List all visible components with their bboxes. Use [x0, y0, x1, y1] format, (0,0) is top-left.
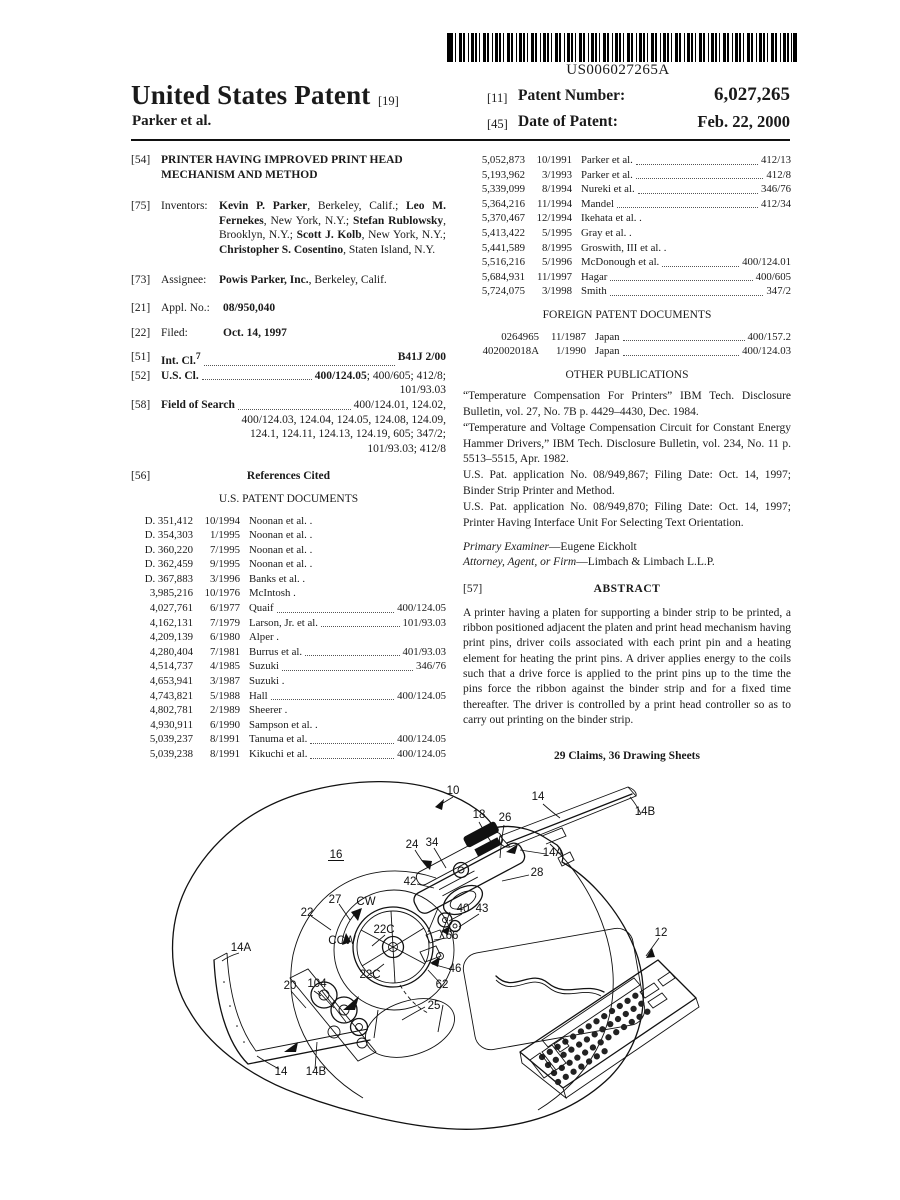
- dot-leader: [277, 601, 395, 613]
- foreign-patents-text: FOREIGN PATENT DOCUMENTS: [542, 308, 712, 321]
- figure-label: 14B: [305, 1066, 327, 1078]
- figure-label: 104: [307, 978, 327, 990]
- citation-row: [131, 528, 446, 543]
- dot-leader: [202, 369, 312, 381]
- inventor-name: Christopher S. Cosentino: [219, 243, 344, 256]
- patent-date-cell: 1/1995: [210, 529, 240, 542]
- abstract-heading-text: ABSTRACT: [593, 583, 661, 596]
- dot-leader: [610, 284, 764, 296]
- patent-number-cell: 5,193,962: [481, 168, 525, 181]
- patent-number-cell: 4,653,941: [149, 675, 193, 688]
- assignee-name: Powis Parker, Inc.: [219, 273, 309, 286]
- patent-name-cell: Nureki et al.: [581, 183, 635, 196]
- patent-date-cell: 8/1994: [542, 183, 572, 196]
- patent-name-cell: Sampson et al. .: [249, 718, 318, 731]
- citation-row: [131, 586, 446, 601]
- patent-date-cell: 8/1991: [210, 748, 240, 761]
- patent-number-cell: D. 360,220: [144, 543, 193, 556]
- filed-section: [131, 326, 446, 341]
- figure-label: CCW: [328, 935, 356, 947]
- citation-row: [131, 703, 446, 718]
- patent-name-cell: Ikehata et al. .: [581, 212, 642, 225]
- patent-name-cell: Noonan et al. .: [249, 558, 313, 571]
- patent-date-cell: 5/1988: [210, 689, 240, 702]
- field-code-22: [22]: [131, 326, 151, 339]
- invention-title: PRINTER HAVING IMPROVED PRINT HEAD MECHANISM AND METHOD: [161, 154, 403, 181]
- patent-number-cell: 5,370,467: [481, 212, 525, 225]
- patent-name-cell: Japan: [595, 330, 620, 343]
- citation-row: [131, 601, 446, 616]
- patent-drawing: [138, 780, 808, 1140]
- us-cl-label: U.S. Cl.: [161, 369, 199, 382]
- citation-row: [463, 241, 791, 256]
- patent-number-cell: 5,039,238: [149, 748, 193, 761]
- citation-row: [463, 284, 791, 299]
- dot-leader: [204, 350, 395, 365]
- patent-number-value: 6,027,265: [714, 84, 790, 105]
- citation-row: [463, 153, 791, 168]
- citation-row: [131, 543, 446, 558]
- patent-class-cell: 412/13: [761, 154, 791, 166]
- primary-examiner-label: Primary Examiner: [463, 540, 549, 553]
- patent-date-cell: 11/1997: [537, 270, 572, 283]
- figure-label: 10: [446, 785, 460, 797]
- field-code-11: [11]: [487, 91, 508, 105]
- patent-date-cell: 11/1987: [551, 330, 586, 343]
- publication-item: U.S. Pat. application No. 08/949,870; Filing Date: Oct. 14, 1997; Printer Having Interface Unit For Selecting Text Orientation.: [463, 501, 791, 529]
- publication-item: “Temperature and Voltage Compensation Circuit for Constant Energy Hammer Drivers,” IBM Tech. Disclosure Bulletin, vol. 234, No. 11 p. 5513–5515, Apr. 1982.: [463, 422, 791, 465]
- figure-label: 22C: [359, 969, 381, 981]
- citation-row: [131, 645, 446, 660]
- dot-leader: [238, 398, 351, 410]
- patent-number-cell: 4,209,139: [149, 631, 193, 644]
- dot-leader: [636, 168, 764, 180]
- printer-body-outline: [173, 782, 644, 1130]
- patent-number-cell: 4,930,911: [150, 718, 193, 731]
- figure-label: 27: [328, 894, 342, 906]
- patent-class-cell: 400/124.05: [397, 733, 446, 746]
- patent-date-cell: 1/1990: [556, 345, 586, 358]
- patent-name-cell: Quaif: [249, 602, 274, 615]
- patent-class-cell: 400/124.03: [742, 345, 791, 358]
- platen-base: [358, 988, 462, 1068]
- patent-name-cell: Tanuma et al.: [249, 733, 308, 746]
- appl-no-section: [131, 301, 446, 316]
- field-of-search-cont: 101/93.03; 412/8: [367, 442, 446, 455]
- int-cl-value: B41J 2/00: [397, 351, 446, 364]
- us-patent-documents-heading: [131, 492, 446, 507]
- patent-name-cell: Hagar: [581, 270, 608, 283]
- citation-row: [463, 330, 791, 345]
- dot-leader: [310, 732, 394, 744]
- patent-date-cell: 6/1990: [210, 718, 240, 731]
- patent-date-cell: 2/1989: [210, 704, 240, 717]
- patent-date-cell: 10/1994: [204, 514, 240, 527]
- patent-number-cell: 0264965: [501, 330, 539, 343]
- patent-date-cell: 9/1995: [210, 558, 240, 571]
- foreign-citations: [463, 330, 791, 359]
- figure-label: 40: [456, 903, 470, 915]
- us-cl-value: 400/124.05; 400/605; 412/8;: [314, 369, 446, 382]
- int-cl-superscript: 7: [195, 351, 201, 363]
- citation-row: [131, 689, 446, 704]
- inventors-list: [219, 199, 446, 257]
- patent-date-cell: 7/1995: [210, 543, 240, 556]
- figure-label: 18: [472, 809, 486, 821]
- patent-date-cell: 11/1994: [537, 197, 572, 210]
- attorney-name: —Limbach & Limbach L.L.P.: [576, 555, 715, 568]
- patent-class-cell: 412/34: [761, 197, 791, 210]
- figure-label: 62: [435, 979, 449, 991]
- claims-line: 29 Claims, 36 Drawing Sheets: [554, 750, 700, 763]
- kind-code-19: [19]: [378, 94, 399, 108]
- primary-examiner-name: —Eugene Eickholt: [548, 540, 637, 553]
- figure-label: 24: [405, 839, 419, 851]
- field-code-52: [52]: [131, 369, 151, 382]
- figure-label: 42: [403, 876, 417, 888]
- citation-row: [463, 226, 791, 241]
- patent-class-cell: 346/76: [416, 660, 446, 673]
- patent-name-cell: McIntosh .: [249, 587, 296, 600]
- inventor-name: Leo M. Fernekes: [219, 200, 446, 227]
- citation-row: [131, 616, 446, 631]
- patent-name-cell: Burrus et al.: [249, 645, 303, 658]
- side-window: [461, 926, 647, 1052]
- field-code-51: [51]: [131, 351, 151, 364]
- figure-label: 26: [498, 812, 512, 824]
- dot-leader: [282, 659, 413, 671]
- appl-no-label: Appl. No.:: [161, 302, 210, 315]
- abstract-heading: [463, 582, 791, 597]
- patent-name-cell: Groswith, III et al. .: [581, 241, 667, 254]
- patent-name-cell: Larson, Jr. et al.: [249, 616, 318, 629]
- inventors-section: [131, 199, 446, 257]
- publication-item: U.S. Pat. application No. 08/949,867; Filing Date: Oct. 14, 1997; Binder Strip Printer and Method.: [463, 469, 791, 497]
- patent-number-cell: 4,027,761: [149, 602, 193, 615]
- citation-row: [131, 572, 446, 587]
- dot-leader: [623, 344, 740, 356]
- field-of-search-label: Field of Search: [161, 398, 235, 411]
- title-section: [131, 153, 446, 182]
- patent-class-cell: 401/93.03: [402, 645, 446, 658]
- field-code-57: [57]: [463, 583, 483, 596]
- citation-row: [131, 659, 446, 674]
- patent-number-label: Patent Number:: [518, 87, 626, 104]
- patent-name-cell: Parker et al.: [581, 154, 633, 166]
- patent-number-cell: 5,684,931: [481, 270, 525, 283]
- patent-number-cell: 4,802,781: [149, 704, 193, 717]
- patent-date-cell: 8/1995: [542, 241, 572, 254]
- figure-label: 16: [329, 849, 343, 861]
- dot-leader: [623, 330, 745, 342]
- inventors-label: Inventors:: [161, 200, 208, 213]
- patent-number-cell: D. 354,303: [144, 529, 193, 542]
- citation-row: [131, 674, 446, 689]
- int-cl-section: [131, 350, 446, 368]
- citation-row: [131, 747, 446, 762]
- barcode: [447, 33, 797, 62]
- binder-strip-top: [499, 787, 636, 847]
- patent-name-cell: Sheerer .: [249, 704, 288, 717]
- us-citations-left: [131, 514, 446, 762]
- patent-class-cell: 400/124.05: [397, 602, 446, 615]
- patent-class-cell: 400/124.01: [742, 256, 791, 269]
- patent-date-cell: 10/1976: [204, 587, 240, 600]
- patent-class-cell: 412/8: [766, 168, 791, 181]
- references-heading-text: References Cited: [246, 470, 331, 483]
- figure-label: 22C: [373, 924, 395, 936]
- citation-row: [131, 514, 446, 529]
- figure-label: CW: [356, 896, 376, 908]
- citation-row: [463, 270, 791, 285]
- inventor-location: , Berkeley, Calif.;: [307, 200, 406, 213]
- inventor-name: Stefan Rublowsky: [352, 214, 444, 227]
- header-divider: [131, 139, 790, 141]
- assignee-section: [131, 273, 446, 288]
- inventor-location: , New York, N.Y.;: [361, 229, 446, 242]
- field-of-search-cont: 124.1, 124.11, 124.13, 124.19, 605; 347/2;: [249, 428, 446, 441]
- foreign-patents-heading: [463, 308, 791, 323]
- patent-number-cell: 4,280,404: [149, 645, 193, 658]
- patent-number-cell: 3,985,216: [149, 587, 193, 600]
- figure-label: 14: [531, 791, 545, 803]
- citation-row: [463, 255, 791, 270]
- patent-date-cell: 3/1987: [210, 675, 240, 688]
- patent-number-cell: 5,339,099: [481, 183, 525, 196]
- patent-name-cell: Kikuchi et al.: [249, 748, 308, 761]
- patent-number-cell: 5,441,589: [481, 241, 525, 254]
- patent-class-cell: 347/2: [766, 285, 791, 298]
- patent-name-cell: Alper .: [249, 631, 279, 644]
- patent-name-cell: Noonan et al. .: [249, 543, 313, 556]
- patent-name-cell: Hall: [249, 689, 268, 702]
- abstract-text: A printer having a platen for supporting a binder strip to be printed, a ribbon positioned adjacent the platen and print head mechanism having print pins, driver coils associated with each print pin and a heating element for heating the print pins. A driver applies energy to the coils such that a drive force is applied to the print pins up to the time the pins force the ribbon against the binder strip and for a fixed time thereafter. The driver is controlled by a print head controller so as to carry out printing on the binder strip.: [463, 606, 791, 726]
- patent-class-cell: 101/93.03: [402, 616, 446, 629]
- patent-name-cell: Japan: [595, 345, 620, 358]
- patent-name-cell: Suzuki .: [249, 675, 285, 688]
- patent-number-cell: 5,724,075: [481, 285, 525, 298]
- attorney-label: Attorney, Agent, or Firm: [463, 555, 577, 568]
- patent-date-cell: 5/1995: [542, 226, 572, 239]
- dot-leader: [617, 197, 758, 209]
- other-publications-text: OTHER PUBLICATIONS: [565, 368, 689, 381]
- two-column-body: [131, 153, 791, 764]
- dot-leader: [305, 645, 399, 657]
- figure-label: 14: [274, 1066, 288, 1078]
- patent-number-cell: 4,743,821: [149, 689, 193, 702]
- figure-label: 34: [425, 837, 439, 849]
- dot-leader: [636, 153, 758, 165]
- barcode-number: US006027265A: [566, 62, 670, 78]
- publication-item: “Temperature Compensation For Printers” IBM Tech. Disclosure Bulletin, vol. 27, No. 7B p. 4429–4430, Dec. 1984.: [463, 390, 791, 418]
- field-code-21: [21]: [131, 302, 151, 315]
- citation-row: [131, 630, 446, 645]
- figure-label: 20: [283, 980, 297, 992]
- patent-date-cell: 5/1996: [542, 256, 572, 269]
- figure-label: 14A: [542, 847, 564, 859]
- appl-no-value: 08/950,040: [223, 302, 276, 315]
- citation-row: [131, 557, 446, 572]
- patent-number-cell: 402002018A: [482, 345, 539, 358]
- patent-name-cell: Suzuki: [249, 660, 279, 673]
- patent-name-cell: Noonan et al. .: [249, 514, 313, 527]
- citation-row: [463, 182, 791, 197]
- figure-label: 43: [475, 903, 489, 915]
- patent-date-cell: 6/1980: [210, 631, 240, 644]
- date-of-patent-value: Feb. 22, 2000: [697, 112, 790, 131]
- field-code-56: [56]: [131, 470, 151, 483]
- patent-date-cell: 3/1996: [210, 572, 240, 585]
- patent-date-cell: 4/1985: [210, 660, 240, 673]
- patent-number-cell: 5,052,873: [481, 154, 525, 166]
- figure-label: 14A: [230, 942, 252, 954]
- citation-row: [463, 211, 791, 226]
- references-heading: [131, 469, 446, 484]
- patent-name-cell: Noonan et al. .: [249, 529, 313, 542]
- patent-number-cell: 4,514,737: [149, 660, 193, 673]
- figure-label: 46: [448, 963, 462, 975]
- patent-number-cell: D. 351,412: [144, 514, 193, 527]
- assignee-location: , Berkeley, Calif.: [308, 273, 387, 286]
- dot-leader: [271, 689, 395, 701]
- filed-value: Oct. 14, 1997: [223, 326, 287, 339]
- citation-row: [131, 732, 446, 747]
- figure-label: 22: [300, 907, 314, 919]
- date-of-patent-label: Date of Patent:: [518, 113, 618, 130]
- us-cl-value-cont: 101/93.03: [399, 384, 446, 397]
- patent-date-cell: 3/1993: [542, 168, 572, 181]
- patent-name-cell: Mandel: [581, 197, 614, 210]
- patent-class-cell: 400/605: [755, 270, 791, 283]
- inventor-name: Kevin P. Parker: [219, 200, 308, 213]
- figure-label: 14B: [634, 806, 656, 818]
- left-column: [131, 153, 446, 764]
- patent-date-cell: 3/1998: [542, 285, 572, 298]
- leader-lines: [222, 797, 659, 1069]
- inventor-name: Scott J. Kolb: [296, 229, 362, 242]
- assignee-label: Assignee:: [161, 273, 207, 286]
- citation-row: [463, 197, 791, 212]
- patent-date-cell: 7/1979: [210, 616, 240, 629]
- attorney-line: [463, 555, 791, 570]
- patent-number-cell: D. 367,883: [144, 572, 193, 585]
- right-column: [463, 153, 791, 764]
- dot-leader: [610, 270, 752, 282]
- us-citations-right: [463, 153, 791, 299]
- keyboard-cable: [496, 976, 604, 992]
- patent-name-cell: Banks et al. .: [249, 572, 306, 585]
- strip-slot: [542, 828, 566, 844]
- patent-number-cell: 5,039,237: [149, 733, 193, 746]
- inventor-location: , Brooklyn, N.Y.;: [219, 214, 446, 242]
- field-code-54: [54]: [131, 154, 151, 166]
- field-code-45: [45]: [487, 117, 508, 131]
- patent-name-cell: McDonough et al.: [581, 256, 660, 269]
- patent-class-cell: 400/157.2: [747, 330, 791, 343]
- patent-date-cell: 7/1981: [210, 645, 240, 658]
- citation-row: [463, 344, 791, 359]
- page-title: United States Patent: [131, 80, 371, 110]
- field-code-75: [75]: [131, 200, 151, 213]
- patent-number-cell: 5,364,216: [481, 197, 525, 210]
- citation-row: [131, 718, 446, 733]
- int-cl-label: Int. Cl.$^7$: [161, 351, 201, 368]
- patent-number-cell: 4,162,131: [149, 616, 193, 629]
- patent-class-cell: 346/76: [761, 183, 791, 196]
- patent-date-cell: 8/1991: [210, 733, 240, 746]
- patent-name-cell: Smith: [581, 285, 607, 298]
- citation-row: [463, 168, 791, 183]
- patent-number-cell: 5,516,216: [481, 256, 525, 269]
- patent-date-cell: 12/1994: [536, 212, 572, 225]
- figure-label: 12: [654, 927, 668, 939]
- figure-label: 25: [427, 1000, 441, 1012]
- field-of-search-cont: 400/124.03, 124.04, 124.05, 124.08, 124.09,: [241, 413, 446, 426]
- patent-number-cell: 5,413,422: [481, 226, 525, 239]
- field-code-58: [58]: [131, 398, 151, 411]
- figure-label: 66: [445, 930, 459, 942]
- us-patent-documents-text: U.S. PATENT DOCUMENTS: [218, 492, 359, 505]
- patent-name-cell: Parker et al.: [581, 168, 633, 181]
- inventor-location: , Staten Island, N.Y.: [343, 243, 436, 256]
- patent-class-cell: 400/124.05: [397, 748, 446, 761]
- patent-class-cell: 400/124.05: [397, 689, 446, 702]
- other-publications-heading: [463, 368, 791, 383]
- filed-label: Filed:: [161, 326, 188, 339]
- dot-leader: [321, 616, 400, 628]
- dot-leader: [310, 747, 394, 759]
- patent-name-cell: Gray et al. .: [581, 226, 632, 239]
- inventor-location: , New York, N.Y.;: [263, 214, 353, 227]
- field-of-search-section: [131, 398, 446, 413]
- dot-leader: [638, 182, 758, 194]
- patent-number-cell: D. 362,459: [144, 558, 193, 571]
- figure-label: 28: [530, 867, 544, 879]
- patent-date-cell: 6/1977: [210, 602, 240, 615]
- us-cl-section: [131, 369, 446, 384]
- assignee-value: [219, 273, 446, 288]
- patent-date-cell: 10/1991: [536, 154, 572, 166]
- field-code-73: [73]: [131, 273, 151, 286]
- publications-list: [463, 389, 791, 531]
- field-of-search-value: 400/124.01, 124.02,: [353, 398, 446, 411]
- primary-examiner-line: [463, 540, 791, 555]
- applicant-name: Parker et al.: [132, 113, 212, 129]
- dot-leader: [662, 255, 739, 267]
